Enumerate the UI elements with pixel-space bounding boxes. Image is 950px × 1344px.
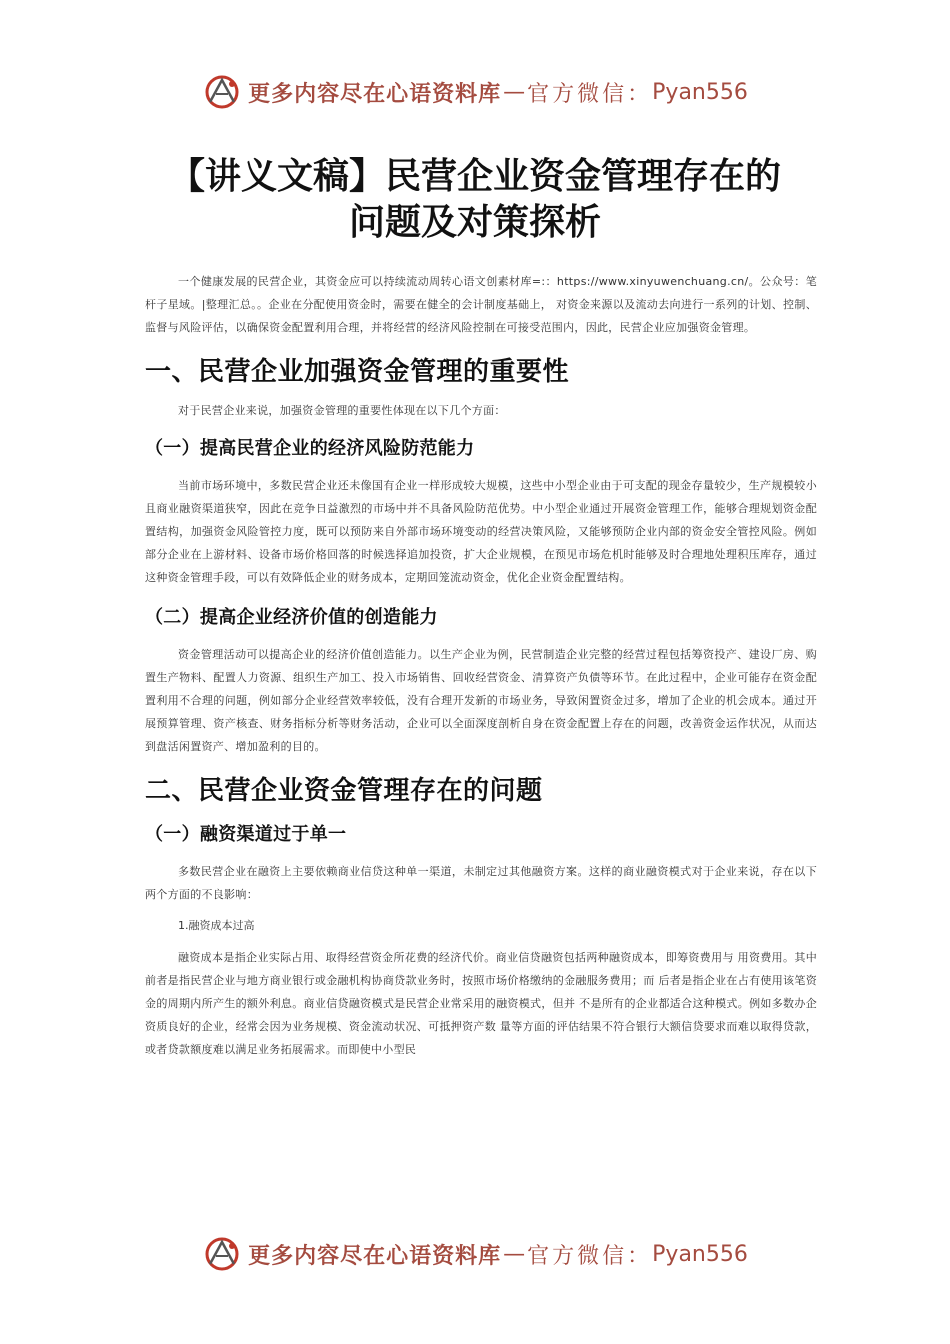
footer-wechat-label: 官方微信： bbox=[527, 1243, 653, 1269]
list-item-1-text: 融资成本是指企业实际占用、取得经营资金所花费的经济代价。商业信贷融资包括两种融资成本，即筹资费用与 用资费用。其中前者是指民营企业与地方商业银行或金融机构协商贷款业务时，按照市场价格缴纳的金融服务费用；而 后者是指企业在占有使用该笔资金的周期内所产生的额外利息。商业信贷融资模式是民营企业常采用的融资模式，但并 不是所有的企业都适合这种模式。例如多数办企资质良好的企业，经常会因为业务规模、资金流动状况、可抵押资产数 量等方面的评估结果不符合银行大额信贷要求而难以取得贷款，或者贷款额度难以满足业务拓展需求。而即使中小型民 bbox=[145, 951, 817, 1056]
section-2-heading: 二、民营企业资金管理存在的问题 bbox=[145, 776, 543, 806]
title-line-1: 【讲义文稿】民营企业资金管理存在的 bbox=[168, 156, 781, 198]
section-1-heading: 一、民营企业加强资金管理的重要性 bbox=[145, 357, 570, 387]
section-1-lead: 对于民营企业来说，加强资金管理的重要性体现在以下几个方面： bbox=[178, 404, 506, 417]
banner-wechat-id: Pyan556 bbox=[652, 79, 748, 105]
document-body bbox=[145, 270, 817, 1061]
section-1-sub-1-heading: （一）提高民营企业的经济风险防范能力 bbox=[145, 438, 475, 459]
banner-wechat-label: 官方微信： bbox=[527, 81, 653, 107]
intro-paragraph: 一个健康发展的民营企业，其资金应可以持续流动周转心语文创素材库=:：https://www.xinyuwenchuang.cn/。公众号：笔杆子星域。|整理汇总。。企业在分配使用资金时，需要在健全的会计制度基础上， 对资金来源以及流动去向进行一系列的计划、控制、监督与风险评估，以确保资金配置利用合理，并将经营的经济风险控制在可接受范围内，因此，民营企业应加强资金管理。 bbox=[145, 275, 817, 334]
section-2-sub-1-text: 多数民营企业在融资上主要依赖商业信贷这种单一渠道，未制定过其他融资方案。这样的商业融资模式对于企业来说，存在以下两个方面的不良影响： bbox=[145, 865, 817, 901]
header-banner bbox=[0, 70, 950, 114]
list-item-1: 1.融资成本过高 bbox=[178, 919, 255, 932]
section-2-sub-1-heading: （一）融资渠道过于单一 bbox=[145, 824, 347, 845]
footer-separator: — bbox=[503, 1241, 526, 1267]
footer-brand: 更多内容尽在心语资料库 bbox=[248, 1242, 502, 1269]
banner-separator: — bbox=[503, 79, 526, 105]
document-title bbox=[120, 154, 830, 246]
seal-logo-icon bbox=[202, 72, 242, 112]
section-1-sub-2-text: 资金管理活动可以提高企业的经济价值创造能力。以生产企业为例，民营制造企业完整的经营过程包括筹资投产、建设厂房、购置生产物料、配置人力资源、组织生产加工、投入市场销售、回收经营资金、清算资产负债等环节。在此过程中，企业可能存在资金配置利用不合理的问题，例如部分企业经营效率较低，没有合理开发新的市场业务，导致闲置资金过多，增加了企业的机会成本。通过开展预算管理、资产核查、财务指标分析等财务活动，企业可以全面深度剖析自身在资金配置上存在的问题，改善资金运作状况，从而达到盘活闲置资产、增加盈利的目的。 bbox=[145, 648, 817, 753]
section-1-sub-1-text: 当前市场环境中，多数民营企业还未像国有企业一样形成较大规模，这些中小型企业由于可支配的现金存量较少，生产规模较小且商业融资渠道狭窄，因此在竞争日益激烈的市场中并不具备风险防范优势。中小型企业通过开展资金管理工作，能够合理规划资金配置结构，加强资金风险管控力度，既可以预防来自外部市场环境变动的经营决策风险，又能够预防企业内部的资金安全管控风险。例如部分企业在上游材料、设备市场价格回落的时候选择追加投资，扩大企业规模，在预见市场危机时能够及时合理地处理积压库存，通过这种资金管理手段，可以有效降低企业的财务成本，定期回笼流动资金，优化企业资金配置结构。 bbox=[145, 479, 817, 584]
section-1-sub-2-heading: （二）提高企业经济价值的创造能力 bbox=[145, 607, 438, 628]
banner-brand: 更多内容尽在心语资料库 bbox=[248, 80, 502, 107]
title-line-2: 问题及对策探析 bbox=[348, 202, 601, 244]
footer-banner bbox=[0, 1232, 950, 1276]
seal-logo-icon bbox=[202, 1234, 242, 1274]
footer-wechat-id: Pyan556 bbox=[652, 1241, 748, 1267]
